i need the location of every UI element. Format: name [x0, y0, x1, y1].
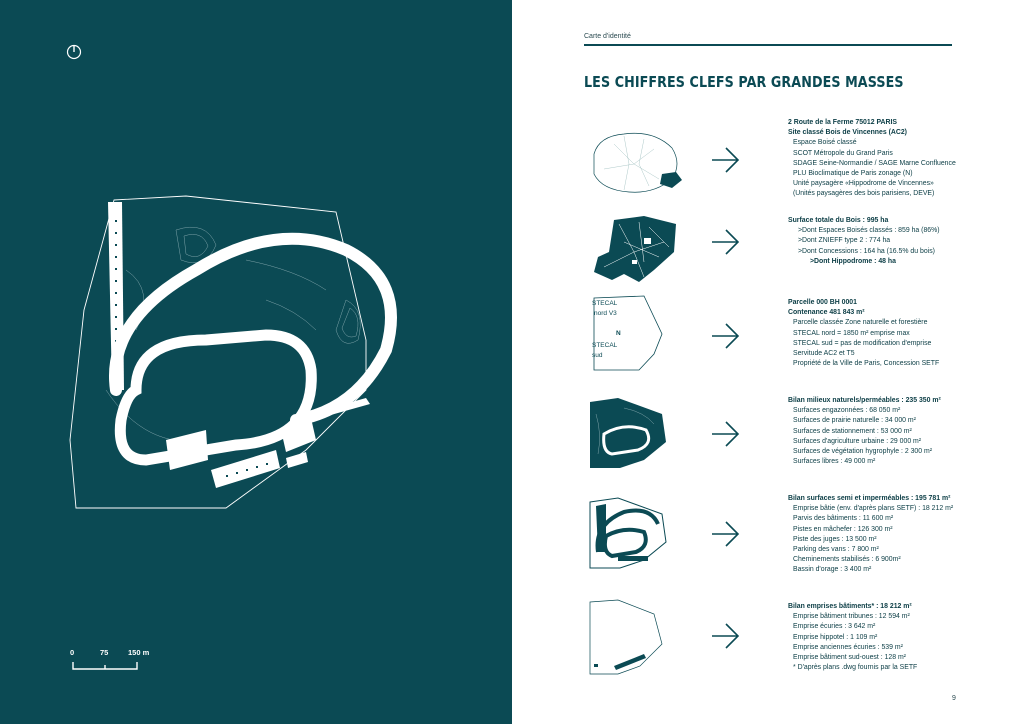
text-line: >Dont ZNIEFF type 2 : 774 ha: [798, 237, 891, 245]
scale-label-0: 0: [70, 648, 75, 657]
stecal-nord-label: STECAL: [592, 300, 618, 307]
text-line: 2 Route de la Ferme 75012 PARIS: [788, 119, 898, 126]
text-line: Site classé Bois de Vincennes (AC2): [788, 129, 907, 137]
text-line: * D'après plans .dwg fournis par la SETF: [793, 664, 918, 672]
text-line: Surfaces de stationnement : 53 000 m²: [793, 427, 912, 435]
text-line: Unité paysagère «Hippodrome de Vincennes»: [793, 180, 934, 188]
scale-label-150: 150 m: [128, 648, 150, 657]
stecal-sud-label: STECAL: [592, 342, 618, 349]
text-line: Emprise bâtiment tribunes : 12 594 m²: [793, 613, 910, 621]
text-line: Parcelle 000 BH 0001: [788, 299, 857, 306]
arrow-right-icon: [710, 622, 742, 650]
text-line: Pistes en mâchefer : 126 300 m²: [793, 525, 893, 533]
arrow-right-icon: [710, 146, 742, 174]
text-line: Emprise hippotel : 1 109 m²: [793, 633, 878, 641]
text-line: Emprise écuries : 3 642 m²: [793, 623, 876, 631]
key-figure-text: [788, 602, 968, 673]
text-line: Espace Boisé classé: [793, 139, 857, 147]
text-line: Surfaces libres : 49 000 m²: [793, 458, 876, 466]
text-line: Servitude AC2 et T5: [793, 350, 855, 358]
arrow-right-icon: [710, 322, 742, 350]
text-line: Propriété de la Ville de Paris, Concession SETF: [793, 360, 940, 368]
text-line: Emprise bâtie (env. d'après plans SETF) : 18 212 m²: [793, 505, 954, 513]
text-line: Surfaces de végétation hygrophyle : 2 300 m²: [793, 448, 933, 456]
text-line: (Unités paysagères des bois parisiens, DEVE): [793, 190, 935, 198]
text-line: STECAL nord = 1850 m² emprise max: [793, 329, 910, 337]
map-scale-bar: [68, 648, 158, 676]
text-line: Emprise bâtiment sud-ouest : 128 m²: [793, 654, 906, 662]
text-line: Contenance 481 843 m²: [788, 309, 865, 317]
key-figure-text: [788, 216, 968, 267]
natural-surfaces-thumbnail: [584, 394, 684, 474]
text-line: Bassin d'orage : 3 400 m²: [793, 566, 872, 574]
text-line: Parking des vans : 7 800 m²: [793, 546, 879, 554]
text-line: Surfaces de prairie naturelle : 34 000 m²: [793, 417, 916, 425]
scale-label-75: 75: [100, 648, 109, 657]
text-line: Piste des juges : 13 500 m²: [793, 535, 877, 543]
running-header: Carte d'identité: [584, 33, 631, 40]
text-line: Surfaces d'agriculture urbaine : 29 000 m²: [793, 437, 922, 445]
text-line: >Dont Hippodrome : 48 ha: [810, 257, 896, 265]
text-line: PLU Bioclimatique de Paris zonage (N): [793, 170, 913, 178]
scale-bar-icon: [72, 660, 138, 670]
stecal-sud-suffix-label: sud: [592, 352, 603, 359]
key-figure-text: [788, 396, 968, 467]
text-line: Parvis des bâtiments : 11 600 m²: [793, 515, 894, 523]
bois-de-vincennes-map-thumbnail: [584, 212, 684, 292]
page-title: LES CHIFFRES CLEFS PAR GRANDES MASSES: [584, 73, 904, 91]
arrow-right-icon: [710, 520, 742, 548]
key-figure-text: [788, 118, 968, 200]
text-line: SCOT Métropole du Grand Paris: [793, 149, 893, 157]
header-rule: [584, 44, 952, 46]
text-line: SDAGE Seine-Normandie / SAGE Marne Confluence: [793, 159, 956, 167]
arrow-right-icon: [710, 228, 742, 256]
key-figure-text: [788, 494, 968, 576]
stecal-nord-v3-label: nord V3: [594, 310, 617, 317]
text-line: STECAL sud = pas de modification d'emprise: [793, 339, 932, 347]
text-line: Surface totale du Bois : 995 ha: [788, 217, 889, 224]
hippodrome-site-plan: [66, 190, 436, 520]
semi-impermeable-surfaces-thumbnail: [584, 494, 684, 574]
key-figure-text: [788, 298, 968, 369]
text-line: Bilan surfaces semi et imperméables : 195 781 m²: [788, 495, 951, 502]
parcel-n-label: N: [616, 330, 621, 337]
arrow-right-icon: [710, 420, 742, 448]
text-line: >Dont Concessions : 164 ha (16.5% du bois): [798, 247, 935, 255]
buildings-footprint-thumbnail: [584, 598, 684, 678]
north-arrow-icon: [66, 44, 82, 60]
text-line: >Dont Espaces Boisés classés : 859 ha (86%): [798, 227, 940, 235]
text-line: Emprise anciennes écuries : 539 m²: [793, 643, 903, 651]
text-line: Bilan emprises bâtiments* : 18 212 m²: [788, 603, 912, 610]
paris-map-thumbnail: [584, 124, 684, 204]
page-number: 9: [952, 695, 956, 702]
text-line: Cheminements stabilisés : 6 900m²: [793, 556, 901, 564]
text-line: Surfaces engazonnées : 68 050 m²: [793, 407, 901, 415]
text-line: Parcelle classée Zone naturelle et forestière: [793, 319, 928, 327]
text-line: Bilan milieux naturels/perméables : 235 350 m²: [788, 397, 941, 404]
